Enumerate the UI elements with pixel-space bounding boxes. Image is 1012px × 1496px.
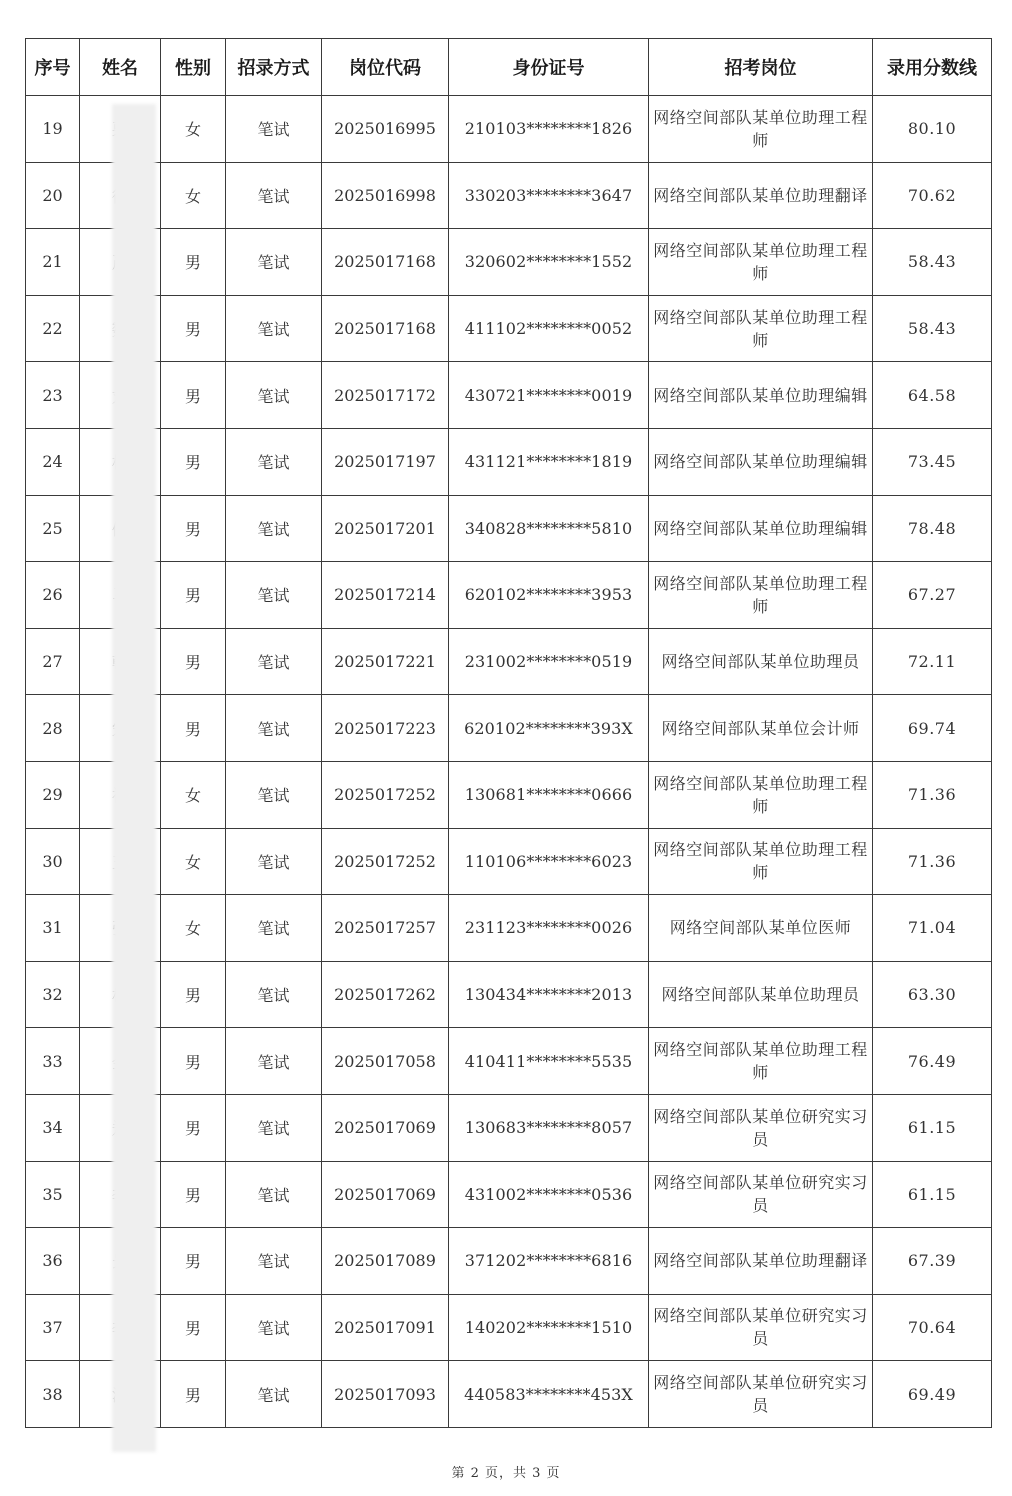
table-row (26, 628, 992, 695)
seq-cell: 37 (26, 1294, 80, 1361)
gender-cell: 女 (161, 96, 226, 163)
seq-cell: 28 (26, 695, 80, 762)
seq-cell: 31 (26, 895, 80, 962)
method-cell: 笔试 (226, 961, 322, 1028)
seq-cell: 25 (26, 495, 80, 562)
table-row (26, 761, 992, 828)
seq-cell: 29 (26, 761, 80, 828)
gender-cell: 男 (161, 362, 226, 429)
gender-cell: 男 (161, 229, 226, 296)
seq-cell: 24 (26, 428, 80, 495)
table-row (26, 961, 992, 1028)
gender-cell: 女 (161, 162, 226, 229)
post-cell: 网络空间部队某单位助理工程师 (649, 96, 873, 163)
method-cell: 笔试 (226, 1294, 322, 1361)
post-code-cell: 2025017069 (322, 1161, 449, 1228)
id-number-cell: 320602********1552 (449, 229, 649, 296)
header-post: 招考岗位 (649, 39, 873, 96)
table-row (26, 1361, 992, 1428)
table-row (26, 562, 992, 629)
method-cell: 笔试 (226, 761, 322, 828)
gender-cell: 女 (161, 895, 226, 962)
seq-cell: 35 (26, 1161, 80, 1228)
seq-cell: 23 (26, 362, 80, 429)
id-number-cell: 130681********0666 (449, 761, 649, 828)
post-cell: 网络空间部队某单位助理员 (649, 628, 873, 695)
method-cell: 笔试 (226, 362, 322, 429)
table-row (26, 495, 992, 562)
table-row (26, 96, 992, 163)
score-cell: 67.27 (873, 562, 992, 629)
table-row (26, 428, 992, 495)
table-header-row (26, 39, 992, 96)
method-cell: 笔试 (226, 495, 322, 562)
post-code-cell: 2025017252 (322, 828, 449, 895)
post-code-cell: 2025017223 (322, 695, 449, 762)
post-cell: 网络空间部队某单位助理工程师 (649, 1028, 873, 1095)
table-row (26, 229, 992, 296)
seq-cell: 20 (26, 162, 80, 229)
seq-cell: 32 (26, 961, 80, 1028)
post-cell: 网络空间部队某单位助理翻译 (649, 1228, 873, 1295)
id-number-cell: 431002********0536 (449, 1161, 649, 1228)
header-method: 招录方式 (226, 39, 322, 96)
seq-cell: 27 (26, 628, 80, 695)
score-cell: 73.45 (873, 428, 992, 495)
redaction-bar (112, 104, 156, 1452)
seq-cell: 38 (26, 1361, 80, 1428)
id-number-cell: 110106********6023 (449, 828, 649, 895)
post-cell: 网络空间部队某单位研究实习员 (649, 1161, 873, 1228)
table-row (26, 695, 992, 762)
header-name: 姓名 (80, 39, 161, 96)
method-cell: 笔试 (226, 229, 322, 296)
id-number-cell: 140202********1510 (449, 1294, 649, 1361)
score-cell: 69.49 (873, 1361, 992, 1428)
page-footer: 第 2 页，共 3 页 (451, 1466, 561, 1481)
gender-cell: 男 (161, 1361, 226, 1428)
seq-cell: 21 (26, 229, 80, 296)
post-cell: 网络空间部队某单位研究实习员 (649, 1361, 873, 1428)
post-cell: 网络空间部队某单位研究实习员 (649, 1094, 873, 1161)
method-cell: 笔试 (226, 1161, 322, 1228)
post-cell: 网络空间部队某单位助理工程师 (649, 562, 873, 629)
score-cell: 78.48 (873, 495, 992, 562)
post-cell: 网络空间部队某单位助理工程师 (649, 295, 873, 362)
method-cell: 笔试 (226, 1361, 322, 1428)
post-code-cell: 2025016998 (322, 162, 449, 229)
post-code-cell: 2025016995 (322, 96, 449, 163)
post-cell: 网络空间部队某单位助理工程师 (649, 828, 873, 895)
admission-table (25, 38, 992, 1428)
post-code-cell: 2025017221 (322, 628, 449, 695)
seq-cell: 30 (26, 828, 80, 895)
post-code-cell: 2025017201 (322, 495, 449, 562)
gender-cell: 男 (161, 1161, 226, 1228)
method-cell: 笔试 (226, 1228, 322, 1295)
gender-cell: 男 (161, 1094, 226, 1161)
id-number-cell: 411102********0052 (449, 295, 649, 362)
gender-cell: 男 (161, 562, 226, 629)
id-number-cell: 431121********1819 (449, 428, 649, 495)
score-cell: 71.04 (873, 895, 992, 962)
id-number-cell: 620102********393X (449, 695, 649, 762)
score-cell: 70.64 (873, 1294, 992, 1361)
method-cell: 笔试 (226, 628, 322, 695)
post-cell: 网络空间部队某单位研究实习员 (649, 1294, 873, 1361)
post-cell: 网络空间部队某单位助理工程师 (649, 229, 873, 296)
post-code-cell: 2025017091 (322, 1294, 449, 1361)
method-cell: 笔试 (226, 562, 322, 629)
seq-cell: 22 (26, 295, 80, 362)
post-cell: 网络空间部队某单位助理编辑 (649, 495, 873, 562)
id-number-cell: 130434********2013 (449, 961, 649, 1028)
post-code-cell: 2025017197 (322, 428, 449, 495)
score-cell: 63.30 (873, 961, 992, 1028)
table-row (26, 828, 992, 895)
header-score: 录用分数线 (873, 39, 992, 96)
id-number-cell: 330203********3647 (449, 162, 649, 229)
score-cell: 80.10 (873, 96, 992, 163)
seq-cell: 26 (26, 562, 80, 629)
gender-cell: 男 (161, 628, 226, 695)
gender-cell: 男 (161, 428, 226, 495)
table-row (26, 162, 992, 229)
post-code-cell: 2025017172 (322, 362, 449, 429)
table-row (26, 1028, 992, 1095)
method-cell: 笔试 (226, 828, 322, 895)
post-code-cell: 2025017257 (322, 895, 449, 962)
method-cell: 笔试 (226, 1028, 322, 1095)
gender-cell: 男 (161, 961, 226, 1028)
post-cell: 网络空间部队某单位助理编辑 (649, 428, 873, 495)
method-cell: 笔试 (226, 895, 322, 962)
header-seq: 序号 (26, 39, 80, 96)
id-number-cell: 371202********6816 (449, 1228, 649, 1295)
score-cell: 58.43 (873, 229, 992, 296)
post-code-cell: 2025017168 (322, 295, 449, 362)
post-cell: 网络空间部队某单位助理员 (649, 961, 873, 1028)
gender-cell: 男 (161, 695, 226, 762)
table-row (26, 1161, 992, 1228)
header-gender: 性别 (161, 39, 226, 96)
table-row (26, 295, 992, 362)
id-number-cell: 440583********453X (449, 1361, 649, 1428)
seq-cell: 34 (26, 1094, 80, 1161)
score-cell: 61.15 (873, 1094, 992, 1161)
post-code-cell: 2025017252 (322, 761, 449, 828)
post-cell: 网络空间部队某单位会计师 (649, 695, 873, 762)
table-body (26, 96, 992, 1428)
id-number-cell: 410411********5535 (449, 1028, 649, 1095)
method-cell: 笔试 (226, 295, 322, 362)
gender-cell: 女 (161, 761, 226, 828)
method-cell: 笔试 (226, 1094, 322, 1161)
table-row (26, 1294, 992, 1361)
table-row (26, 895, 992, 962)
method-cell: 笔试 (226, 695, 322, 762)
id-number-cell: 430721********0019 (449, 362, 649, 429)
id-number-cell: 210103********1826 (449, 96, 649, 163)
gender-cell: 女 (161, 828, 226, 895)
score-cell: 69.74 (873, 695, 992, 762)
post-cell: 网络空间部队某单位助理翻译 (649, 162, 873, 229)
score-cell: 71.36 (873, 761, 992, 828)
method-cell: 笔试 (226, 96, 322, 163)
id-number-cell: 340828********5810 (449, 495, 649, 562)
score-cell: 61.15 (873, 1161, 992, 1228)
post-code-cell: 2025017262 (322, 961, 449, 1028)
score-cell: 71.36 (873, 828, 992, 895)
post-cell: 网络空间部队某单位助理工程师 (649, 761, 873, 828)
post-code-cell: 2025017168 (322, 229, 449, 296)
gender-cell: 男 (161, 495, 226, 562)
post-code-cell: 2025017058 (322, 1028, 449, 1095)
post-cell: 网络空间部队某单位医师 (649, 895, 873, 962)
score-cell: 72.11 (873, 628, 992, 695)
id-number-cell: 130683********8057 (449, 1094, 649, 1161)
gender-cell: 男 (161, 1028, 226, 1095)
seq-cell: 33 (26, 1028, 80, 1095)
score-cell: 76.49 (873, 1028, 992, 1095)
table-row (26, 1228, 992, 1295)
table-row (26, 362, 992, 429)
score-cell: 64.58 (873, 362, 992, 429)
post-code-cell: 2025017069 (322, 1094, 449, 1161)
score-cell: 67.39 (873, 1228, 992, 1295)
post-code-cell: 2025017093 (322, 1361, 449, 1428)
id-number-cell: 231123********0026 (449, 895, 649, 962)
header-post-code: 岗位代码 (322, 39, 449, 96)
score-cell: 70.62 (873, 162, 992, 229)
post-cell: 网络空间部队某单位助理编辑 (649, 362, 873, 429)
header-id-number: 身份证号 (449, 39, 649, 96)
gender-cell: 男 (161, 1228, 226, 1295)
table-row (26, 1094, 992, 1161)
seq-cell: 19 (26, 96, 80, 163)
method-cell: 笔试 (226, 162, 322, 229)
gender-cell: 男 (161, 1294, 226, 1361)
gender-cell: 男 (161, 295, 226, 362)
method-cell: 笔试 (226, 428, 322, 495)
post-code-cell: 2025017089 (322, 1228, 449, 1295)
id-number-cell: 231002********0519 (449, 628, 649, 695)
seq-cell: 36 (26, 1228, 80, 1295)
post-code-cell: 2025017214 (322, 562, 449, 629)
score-cell: 58.43 (873, 295, 992, 362)
id-number-cell: 620102********3953 (449, 562, 649, 629)
